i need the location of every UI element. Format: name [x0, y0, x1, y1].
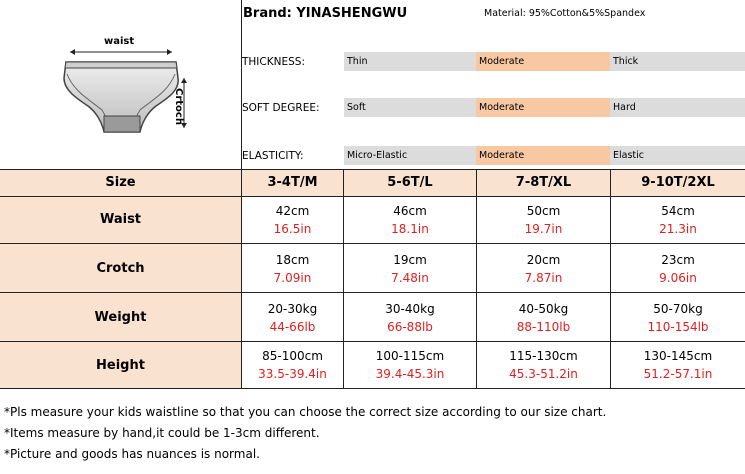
row-label-weight: Weight: [94, 310, 147, 325]
row-label-crotch: Crotch: [96, 261, 145, 276]
cell-value: 50cm: [526, 204, 561, 218]
crotch-label: Crtoch: [173, 88, 184, 125]
cell-value: 40-50kg: [518, 302, 569, 316]
waist-label: waist: [104, 36, 135, 47]
grid-line: [0, 243, 745, 244]
cell-value-alt: 66-88lb: [387, 320, 433, 334]
note-measure-waistline: *Pls measure your kids waistline so that you can choose the correct size according to our size chart.: [4, 405, 607, 419]
thickness-option-thick: Thick: [610, 52, 745, 71]
thickness-option-moderate: Moderate: [476, 52, 610, 71]
soft-option-moderate: Moderate: [476, 98, 610, 117]
cell-value: 115-130cm: [509, 349, 578, 363]
thickness-label: THICKNESS:: [242, 56, 305, 68]
cell-value: 54cm: [661, 204, 695, 218]
header-size-col: 5-6T/L: [387, 175, 433, 190]
grid-line: [0, 388, 745, 389]
header-size-col: 3-4T/M: [267, 175, 318, 190]
header-size-col: 9-10T/2XL: [641, 175, 715, 190]
note-nuances: *Picture and goods has nuances is normal.: [4, 447, 260, 461]
cell-value-alt: 88-110lb: [516, 320, 571, 334]
grid-line: [0, 341, 745, 342]
elasticity-option-moderate: Moderate: [476, 146, 610, 165]
row-label-waist: Waist: [99, 212, 142, 227]
elasticity-label: ELASTICITY:: [242, 150, 304, 162]
note-measure-by-hand: *Items measure by hand,it could be 1-3cm different.: [4, 426, 320, 440]
cell-value-alt: 19.7in: [524, 222, 563, 236]
header-size-col: 7-8T/XL: [515, 175, 572, 190]
cell-value-alt: 7.87in: [524, 271, 563, 285]
grid-line: [0, 292, 745, 293]
cell-value: 20cm: [526, 253, 561, 267]
cell-value-alt: 110-154lb: [647, 320, 709, 334]
cell-value: 18cm: [275, 253, 310, 267]
elasticity-option-micro: Micro-Elastic: [344, 146, 476, 165]
cell-value-alt: 45.3-51.2in: [509, 367, 578, 381]
thickness-option-thin: Thin: [344, 52, 476, 71]
cell-value: 130-145cm: [643, 349, 713, 363]
cell-value-alt: 39.4-45.3in: [375, 367, 445, 381]
cell-value-alt: 51.2-57.1in: [643, 367, 713, 381]
cell-value-alt: 44-66lb: [269, 320, 316, 334]
cell-value: 42cm: [275, 204, 310, 218]
soft-option-hard: Hard: [610, 98, 745, 117]
row-label-height: Height: [96, 358, 145, 373]
cell-value-alt: 21.3in: [659, 222, 697, 236]
soft-degree-label: SOFT DEGREE:: [242, 102, 320, 114]
elasticity-option-elastic: Elastic: [610, 146, 745, 165]
cell-value-alt: 9.06in: [659, 271, 697, 285]
cell-value: 30-40kg: [385, 302, 435, 316]
cell-value: 50-70kg: [653, 302, 703, 316]
cell-value-alt: 16.5in: [273, 222, 312, 236]
cell-value: 19cm: [393, 253, 427, 267]
grid-line: [0, 196, 745, 197]
underwear-diagram: [40, 28, 210, 148]
cell-value-alt: 7.09in: [273, 271, 312, 285]
cell-value: 20-30kg: [267, 302, 318, 316]
cell-value: 85-100cm: [262, 349, 323, 363]
cell-value-alt: 33.5-39.4in: [258, 367, 327, 381]
cell-value: 46cm: [393, 204, 427, 218]
brand-label: Brand: YINASHENGWU: [243, 6, 408, 21]
cell-value: 23cm: [661, 253, 695, 267]
header-size: Size: [105, 175, 136, 190]
cell-value-alt: 18.1in: [391, 222, 429, 236]
cell-value: 100-115cm: [375, 349, 445, 363]
material-label: Material: 95%Cotton&5%Spandex: [484, 8, 646, 19]
soft-option-soft: Soft: [344, 98, 476, 117]
cell-value-alt: 7.48in: [391, 271, 429, 285]
grid-line: [0, 169, 745, 170]
